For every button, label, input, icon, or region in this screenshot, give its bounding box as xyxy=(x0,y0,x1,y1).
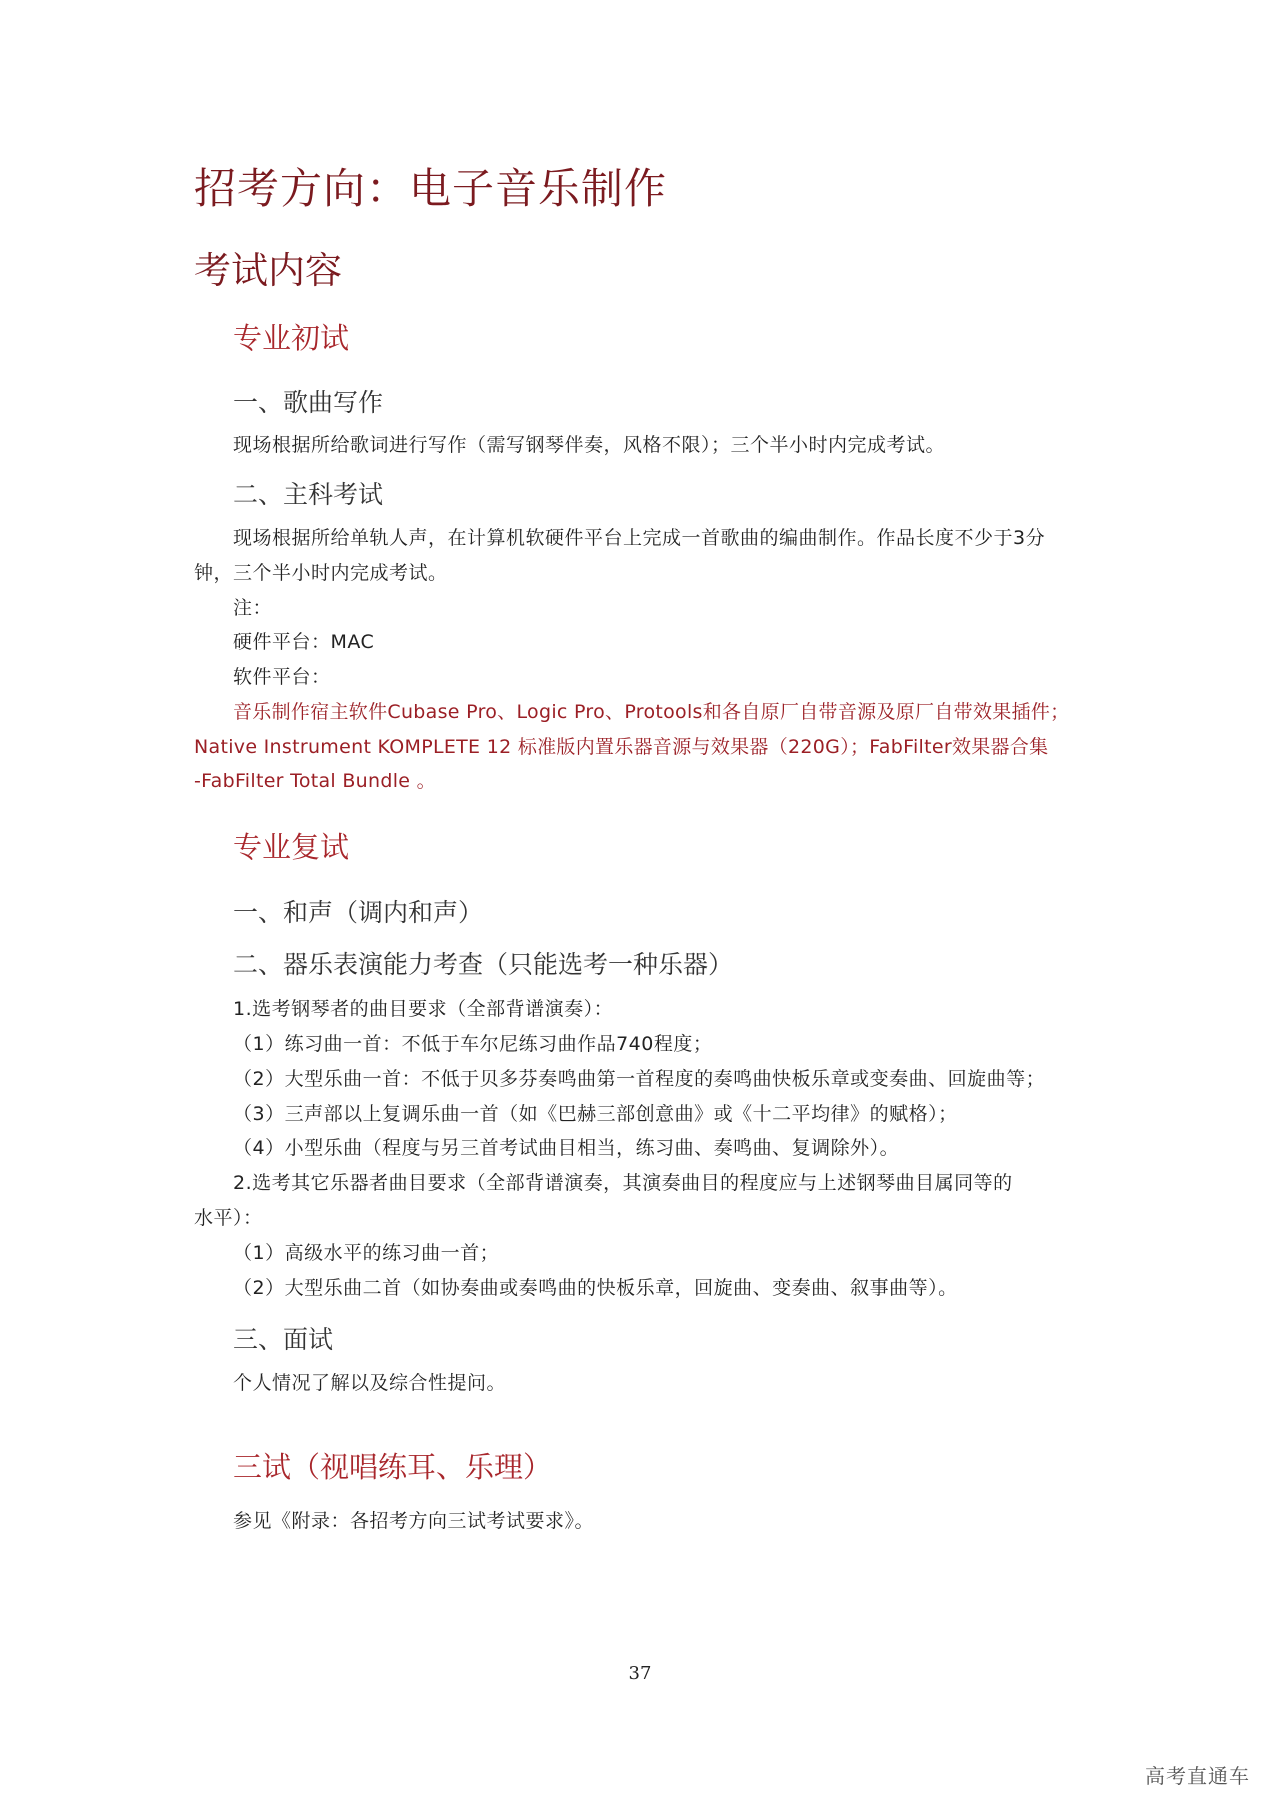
major-exam-heading: 二、主科考试 xyxy=(233,480,384,509)
note-label: 注： xyxy=(233,597,273,619)
major-exam-text-line2: 钟，三个半小时内完成考试。 xyxy=(194,562,448,584)
hardware-platform: 硬件平台：MAC xyxy=(233,631,375,653)
page-title: 招考方向：电子音乐制作 xyxy=(194,164,668,213)
page-subtitle: 考试内容 xyxy=(194,249,342,292)
software-list-line1: 音乐制作宿主软件Cubase Pro、Logic Pro、Protools和各自原厂自带音源及原厂自带效果插件； xyxy=(233,701,1070,723)
section-heading-retest: 专业复试 xyxy=(233,830,350,864)
piano-item: （3）三声部以上复调乐曲一首（如《巴赫三部创意曲》或《十二平均律》的赋格）； xyxy=(233,1103,958,1125)
instrumental-heading: 二、器乐表演能力考查（只能选考一种乐器） xyxy=(233,950,734,979)
watermark: 高考直通车 xyxy=(1145,1764,1250,1788)
section-heading-third: 三试（视唱练耳、乐理） xyxy=(233,1450,553,1484)
piano-item: （2）大型乐曲一首：不低于贝多芬奏鸣曲第一首程度的奏鸣曲快板乐章或变奏曲、回旋曲等； xyxy=(233,1068,1046,1090)
piano-item: （1）练习曲一首：不低于车尔尼练习曲作品740程度； xyxy=(233,1033,713,1055)
other-instrument-item: （2）大型乐曲二首（如协奏曲或奏鸣曲的快板乐章，回旋曲、变奏曲、叙事曲等）。 xyxy=(233,1277,958,1299)
piano-requirement: 1.选考钢琴者的曲目要求（全部背谱演奏）： xyxy=(233,998,614,1020)
other-instrument-requirement-line1: 2.选考其它乐器者曲目要求（全部背谱演奏，其演奏曲目的程度应与上述钢琴曲目属同等的 xyxy=(233,1172,1013,1194)
other-instrument-item: （1）高级水平的练习曲一首； xyxy=(233,1242,500,1264)
interview-text: 个人情况了解以及综合性提问。 xyxy=(233,1372,507,1394)
interview-heading: 三、面试 xyxy=(233,1325,334,1354)
software-list-line2: Native Instrument KOMPLETE 12 标准版内置乐器音源与效果器（220G）；FabFilter效果器合集 xyxy=(194,736,1049,758)
piano-item: （4）小型乐曲（程度与另三首考试曲目相当，练习曲、奏鸣曲、复调除外）。 xyxy=(233,1137,900,1159)
section-heading-preliminary: 专业初试 xyxy=(233,321,350,355)
song-writing-heading: 一、歌曲写作 xyxy=(233,388,384,417)
harmony-heading: 一、和声（调内和声） xyxy=(233,898,484,927)
software-platform-label: 软件平台： xyxy=(233,666,331,688)
major-exam-text-line1: 现场根据所给单轨人声，在计算机软硬件平台上完成一首歌曲的编曲制作。作品长度不少于3分 xyxy=(233,527,1046,549)
other-instrument-requirement-line2: 水平）： xyxy=(194,1207,263,1229)
song-writing-text: 现场根据所给歌词进行写作（需写钢琴伴奏，风格不限）；三个半小时内完成考试。 xyxy=(233,434,946,456)
page-number: 37 xyxy=(628,1663,652,1684)
software-list-line3: -FabFilter Total Bundle 。 xyxy=(194,770,436,792)
third-text: 参见《附录：各招考方向三试考试要求》。 xyxy=(233,1510,595,1532)
